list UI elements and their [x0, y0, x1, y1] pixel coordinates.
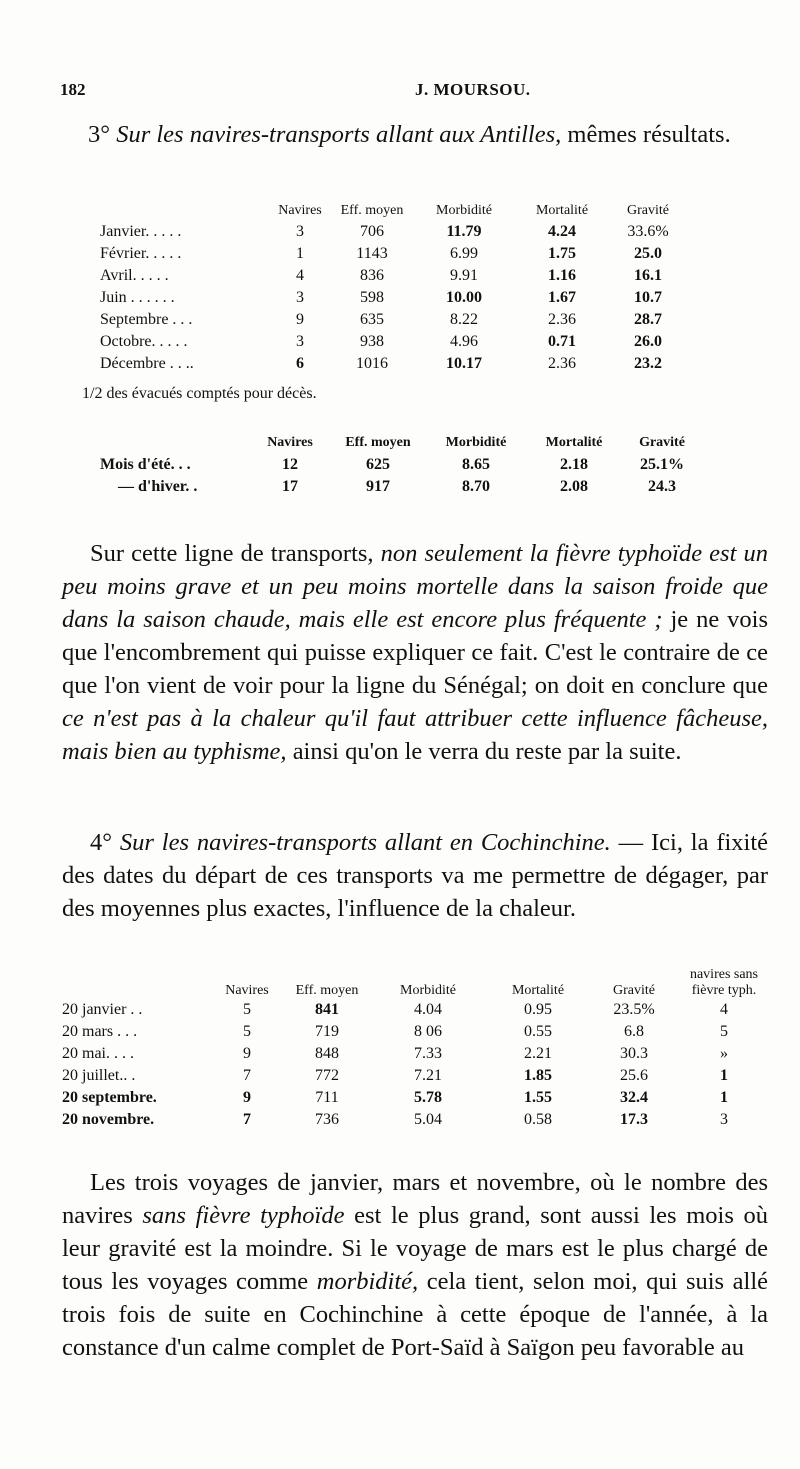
- paragraph-text: Les trois voyages de janvier, mars et novembre, où le nombre des navires: [62, 1169, 768, 1229]
- table-cell: 6.8: [624, 1023, 644, 1040]
- table-row: [62, 1087, 772, 1109]
- table-row: [100, 309, 688, 331]
- table-cell: 772: [315, 1067, 339, 1084]
- section-4-heading-italic: Sur les navires-transports allant en Cochinchine.: [119, 829, 611, 856]
- table-cell: 26.0: [634, 333, 662, 350]
- table-cell: 3: [296, 289, 304, 306]
- table-row: [100, 243, 688, 265]
- table-cell: 4.96: [450, 333, 478, 350]
- cochinchine-table: [62, 963, 772, 1131]
- table-cell: 32.4: [620, 1089, 648, 1106]
- row-label: 20 mai. . . .: [62, 1045, 134, 1062]
- column-header: Morbidité: [445, 435, 507, 450]
- table-cell: 2.36: [548, 355, 576, 372]
- column-header: Mortalité: [545, 435, 603, 450]
- table-cell: 3: [296, 223, 304, 240]
- column-header: Mortalité: [511, 983, 565, 998]
- table-row: [62, 1043, 772, 1065]
- row-label: Septembre . . .: [100, 311, 193, 328]
- header-blank: [62, 963, 212, 999]
- table-cell: 30.3: [620, 1045, 648, 1062]
- table-cell: 5.78: [414, 1089, 442, 1106]
- paragraph-text: cela tient, selon moi, qui suis allé trois fois de suite en Cochinchine à cette époque de l'année, à la constance d'un calme complet de Port-Saïd à Saïgon peu favorable au: [62, 1268, 769, 1361]
- table-cell: 7.21: [414, 1067, 442, 1084]
- table-cell: 4: [720, 1001, 728, 1018]
- table-row: [100, 476, 702, 498]
- table-cell: 5: [243, 1001, 251, 1018]
- table-cell: 33.6%: [627, 223, 669, 240]
- table-cell: 841: [315, 1001, 339, 1018]
- table-cell: 1.85: [524, 1067, 552, 1084]
- table-cell: 0.71: [548, 333, 576, 350]
- table-cell: 9: [243, 1045, 251, 1062]
- column-header: Morbidité: [400, 983, 456, 998]
- paragraph-cochinchine-conclusion: [62, 1166, 768, 1364]
- table-cell: 0.55: [524, 1023, 552, 1040]
- table-cell: 4: [296, 267, 304, 284]
- row-label: Janvier. . . . .: [100, 223, 182, 240]
- paragraph-text: ainsi qu'on le verra du reste par la suite.: [292, 738, 682, 765]
- section-3-heading-italic: Sur les navires-transports allant aux Antilles,: [116, 121, 562, 148]
- section-3-heading-rest: mêmes résultats.: [567, 121, 731, 148]
- table-cell: 3: [296, 333, 304, 350]
- table-cell: 938: [360, 333, 384, 350]
- paragraph-text: est le plus grand, sont aussi les mois où leur gravité est la moindre. Si le voyage de mars est le plus chargé de tous les voyages comme: [62, 1202, 769, 1295]
- table-cell: 4.04: [414, 1001, 442, 1018]
- table-row: [62, 1065, 772, 1087]
- table-cell: 17.3: [620, 1111, 648, 1128]
- table-cell: 23.5%: [613, 1001, 655, 1018]
- paragraph-antilles-conclusion: [62, 537, 768, 768]
- table-cell: 25.0: [634, 245, 662, 262]
- paragraph-text: Sur cette ligne de transports,: [90, 540, 374, 567]
- table-cell: 2.18: [560, 456, 588, 473]
- section-4-marker: 4°: [90, 829, 113, 856]
- antilles-table: [100, 201, 688, 375]
- row-label: Juin . . . . . .: [100, 289, 175, 306]
- table-cell: 8.70: [462, 478, 490, 495]
- table-cell: 2.36: [548, 311, 576, 328]
- column-header: Navires: [267, 435, 313, 450]
- table-cell: 1.75: [548, 245, 576, 262]
- table-cell: 9: [243, 1089, 251, 1106]
- paragraph-emphasis: sans fièvre typhoïde: [142, 1202, 345, 1229]
- column-header: Navires: [278, 203, 322, 218]
- row-label: 20 septembre.: [62, 1089, 157, 1106]
- table-row: [100, 353, 688, 375]
- table-cell: 848: [315, 1045, 339, 1062]
- table-cell: 1: [296, 245, 304, 262]
- table-cell: 2.08: [560, 478, 588, 495]
- table-row: [62, 1109, 772, 1131]
- table-cell: 836: [360, 267, 384, 284]
- row-label: Décembre . . ..: [100, 355, 194, 372]
- paragraph-emphasis: non seulement la fièvre typhoïde est un peu moins grave et un peu moins mortelle dans la saison froide que dans la saison chaude, mais elle est encore plus fréquente ;: [62, 540, 769, 633]
- row-label: 20 janvier . .: [62, 1001, 143, 1018]
- column-header: Eff. moyen: [345, 435, 411, 450]
- table-cell: 1: [720, 1089, 728, 1106]
- table-cell: 1.67: [548, 289, 576, 306]
- running-header: [60, 80, 760, 106]
- table-cell: 0.95: [524, 1001, 552, 1018]
- table-cell: 2.21: [524, 1045, 552, 1062]
- table-header-row: [100, 432, 702, 454]
- table-cell: 10.7: [634, 289, 662, 306]
- table-row: [100, 221, 688, 243]
- table-row: [100, 265, 688, 287]
- table-cell: 24.3: [648, 478, 676, 495]
- table-cell: 23.2: [634, 355, 662, 372]
- table-cell: 9: [296, 311, 304, 328]
- table-cell: 10.00: [446, 289, 482, 306]
- table-cell: 1.55: [524, 1089, 552, 1106]
- paragraph-text: je ne vois que l'encombrement qui puisse expliquer ce fait. C'est le contraire de ce que l'on vient de voir pour la ligne du Sénégal; on doit en conclure que: [62, 606, 768, 699]
- table-cell: 7: [243, 1111, 251, 1128]
- section-4-paragraph: [62, 826, 768, 925]
- table-cell: 3: [720, 1111, 728, 1128]
- section-3-heading: [62, 118, 768, 151]
- table-row: [62, 999, 772, 1021]
- column-header: Gravité: [613, 983, 655, 998]
- table-row: [100, 454, 702, 476]
- column-header: Gravité: [639, 435, 685, 450]
- paragraph-emphasis: morbidité,: [316, 1268, 419, 1295]
- table-note: 1/2 des évacués comptés pour décès.: [82, 385, 317, 402]
- table-header-row: [100, 201, 688, 221]
- row-label: Mois d'été. . .: [100, 456, 191, 473]
- table-cell: 12: [282, 456, 298, 473]
- table-cell: 10.17: [446, 355, 482, 372]
- table-cell: 1143: [356, 245, 388, 262]
- table-cell: 1: [720, 1067, 728, 1084]
- row-label: Février. . . . .: [100, 245, 182, 262]
- table-cell: 9.91: [450, 267, 478, 284]
- table-cell: 1016: [356, 355, 388, 372]
- column-header: Navires: [225, 983, 269, 998]
- table-cell: 711: [315, 1089, 339, 1106]
- running-title: J. MOURSOU.: [415, 80, 531, 99]
- table-header-row: [62, 963, 772, 999]
- table-cell: »: [720, 1045, 728, 1062]
- row-label: Octobre. . . . .: [100, 333, 188, 350]
- column-header: Morbidité: [436, 203, 492, 218]
- table-cell: 0.58: [524, 1111, 552, 1128]
- column-header: Eff. moyen: [340, 203, 404, 218]
- row-label: 20 juillet.. .: [62, 1067, 136, 1084]
- row-label: Avril. . . . .: [100, 267, 169, 284]
- table-cell: 16.1: [634, 267, 662, 284]
- column-header: Eff. moyen: [295, 983, 359, 998]
- table-cell: 17: [282, 478, 298, 495]
- row-label: 20 novembre.: [62, 1111, 155, 1128]
- column-header: Gravité: [627, 203, 669, 218]
- seasons-table: [100, 432, 702, 498]
- table-cell: 719: [315, 1023, 339, 1040]
- table-cell: 11.79: [446, 223, 482, 240]
- table-cell: 5: [243, 1023, 251, 1040]
- row-label: 20 mars . . .: [62, 1023, 138, 1040]
- table-cell: 625: [366, 456, 390, 473]
- table-cell: 5.04: [414, 1111, 442, 1128]
- table-cell: 7.33: [414, 1045, 442, 1062]
- header-blank: [100, 201, 268, 221]
- section-4-text: — Ici, la fixité des dates du départ de ces transports va me permettre de dégager, par des moyennes plus exactes, l'influence de la chaleur.: [62, 829, 769, 922]
- row-label: — d'hiver. .: [118, 478, 198, 495]
- table-cell: 1.16: [548, 267, 576, 284]
- table-cell: 7: [243, 1067, 251, 1084]
- column-header: Mortalité: [535, 203, 589, 218]
- table-cell: 4.24: [548, 223, 576, 240]
- page-number: 182: [60, 80, 86, 99]
- column-header: navires sans fièvre typh.: [689, 967, 759, 998]
- section-3-marker: 3°: [88, 121, 111, 148]
- table-cell: 5: [720, 1023, 728, 1040]
- header-blank: [100, 432, 250, 454]
- table-cell: 8.22: [450, 311, 478, 328]
- table-cell: 706: [360, 223, 384, 240]
- table-cell: 6: [296, 355, 304, 372]
- table-cell: 635: [360, 311, 384, 328]
- table-cell: 736: [315, 1111, 339, 1128]
- paragraph-emphasis: ce n'est pas à la chaleur qu'il faut attribuer cette influence fâcheuse, mais bien au typhisme,: [62, 705, 768, 765]
- table-cell: 6.99: [450, 245, 478, 262]
- table-row: [62, 1021, 772, 1043]
- table-cell: 28.7: [634, 311, 662, 328]
- table-cell: 598: [360, 289, 384, 306]
- table-cell: 8 06: [414, 1023, 442, 1040]
- table-row: [100, 331, 688, 353]
- table-cell: 917: [366, 478, 390, 495]
- table-cell: 25.6: [620, 1067, 648, 1084]
- table-cell: 25.1%: [640, 456, 684, 473]
- table-row: [100, 287, 688, 309]
- table-cell: 8.65: [462, 456, 490, 473]
